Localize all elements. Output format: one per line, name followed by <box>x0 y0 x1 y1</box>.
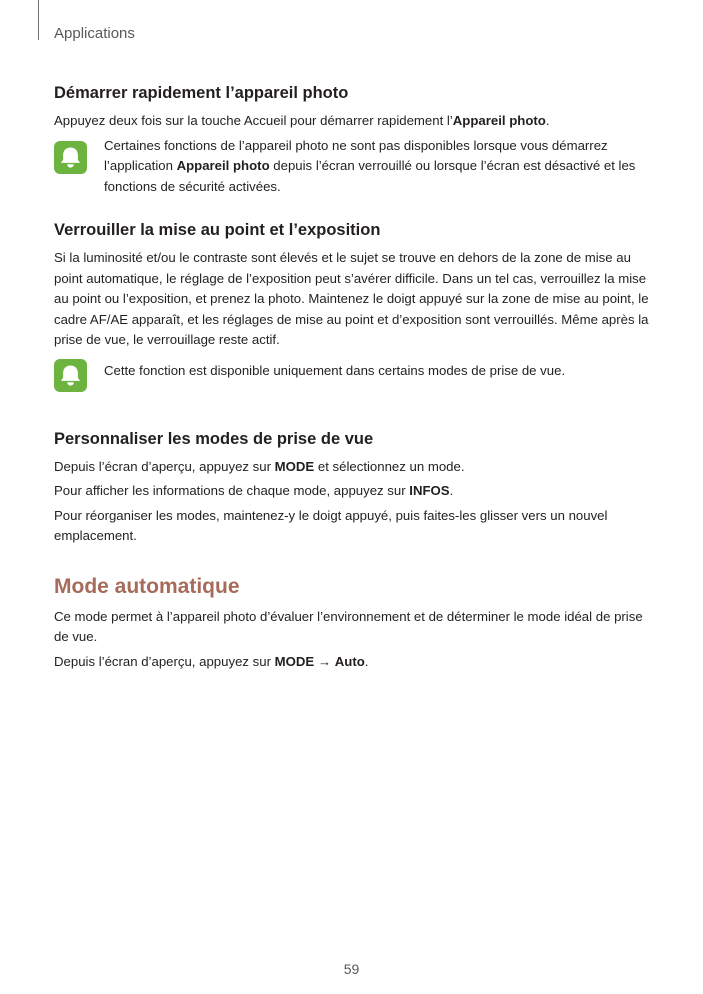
paragraph-auto-mode-steps: Depuis l’écran d’aperçu, appuyez sur MODE → Auto. <box>54 653 369 669</box>
paragraph-select-mode: Depuis l’écran d’aperçu, appuyez sur MODE et sélectionnez un mode. <box>54 458 465 474</box>
bold-term: MODE <box>274 653 315 669</box>
bell-notification-icon <box>54 141 87 174</box>
page-edge-rule <box>38 0 39 40</box>
bold-term: INFOS <box>409 483 450 498</box>
paragraph-auto-mode-desc: Ce mode permet à l’appareil photo d’évaluer l’environnement et de déterminer le mode idéal de prise de vue. <box>54 608 643 644</box>
bold-term: Auto <box>334 653 365 669</box>
paragraph-mode-info: Pour afficher les informations de chaque mode, appuyez sur INFOS. <box>54 483 454 498</box>
note-lock-focus: Cette fonction est disponible uniquement dans certains modes de prise de vue. <box>54 355 654 401</box>
section-title-lock-focus: Verrouiller la mise au point et l’exposition <box>54 221 381 239</box>
note-quick-launch: Certaines fonctions de l’appareil photo ne sont pas disponibles lorsque vous démarrez l’application Appareil photo depuis l’écran verrouillé ou lorsque l’écran est désactivé et les fonctions de sécurité activées. <box>54 136 654 198</box>
running-header: Applications <box>54 25 135 42</box>
bold-term: Appareil photo <box>452 113 546 128</box>
bold-term: Appareil photo <box>176 158 270 173</box>
chapter-title-auto-mode: Mode automatique <box>54 574 240 598</box>
section-title-quick-launch: Démarrer rapidement l’appareil photo <box>54 84 349 102</box>
section-title-customize-modes: Personnaliser les modes de prise de vue <box>54 429 374 448</box>
paragraph-quick-launch: Appuyez deux fois sur la touche Accueil pour démarrer rapidement l’Appareil photo. <box>54 113 550 128</box>
bell-notification-icon <box>54 359 87 392</box>
arrow-icon: → <box>314 653 335 669</box>
page-number: 59 <box>343 961 360 977</box>
page-content <box>54 82 654 676</box>
paragraph-lock-focus: Si la luminosité et/ou le contraste sont élevés et le sujet se trouve en dehors de la zone de mise au point automatique, le réglage de l’exposition peut s’avérer difficile. Dans un tel cas, verrouillez la mise au point ou l’exposition, et prenez la photo. Maintenez le doigt appuyé sur la zone de mise au point, le cadre AF/AE apparaît, et les réglages de mise au point et d’exposition sont verrouillés. Même après la prise de vue, le verrouillage reste actif. <box>54 250 649 347</box>
paragraph-reorder-modes: Pour réorganiser les modes, maintenez-y le doigt appuyé, puis faites-les glisser vers un nouvel emplacement. <box>54 507 608 543</box>
bold-term: MODE <box>274 458 315 474</box>
